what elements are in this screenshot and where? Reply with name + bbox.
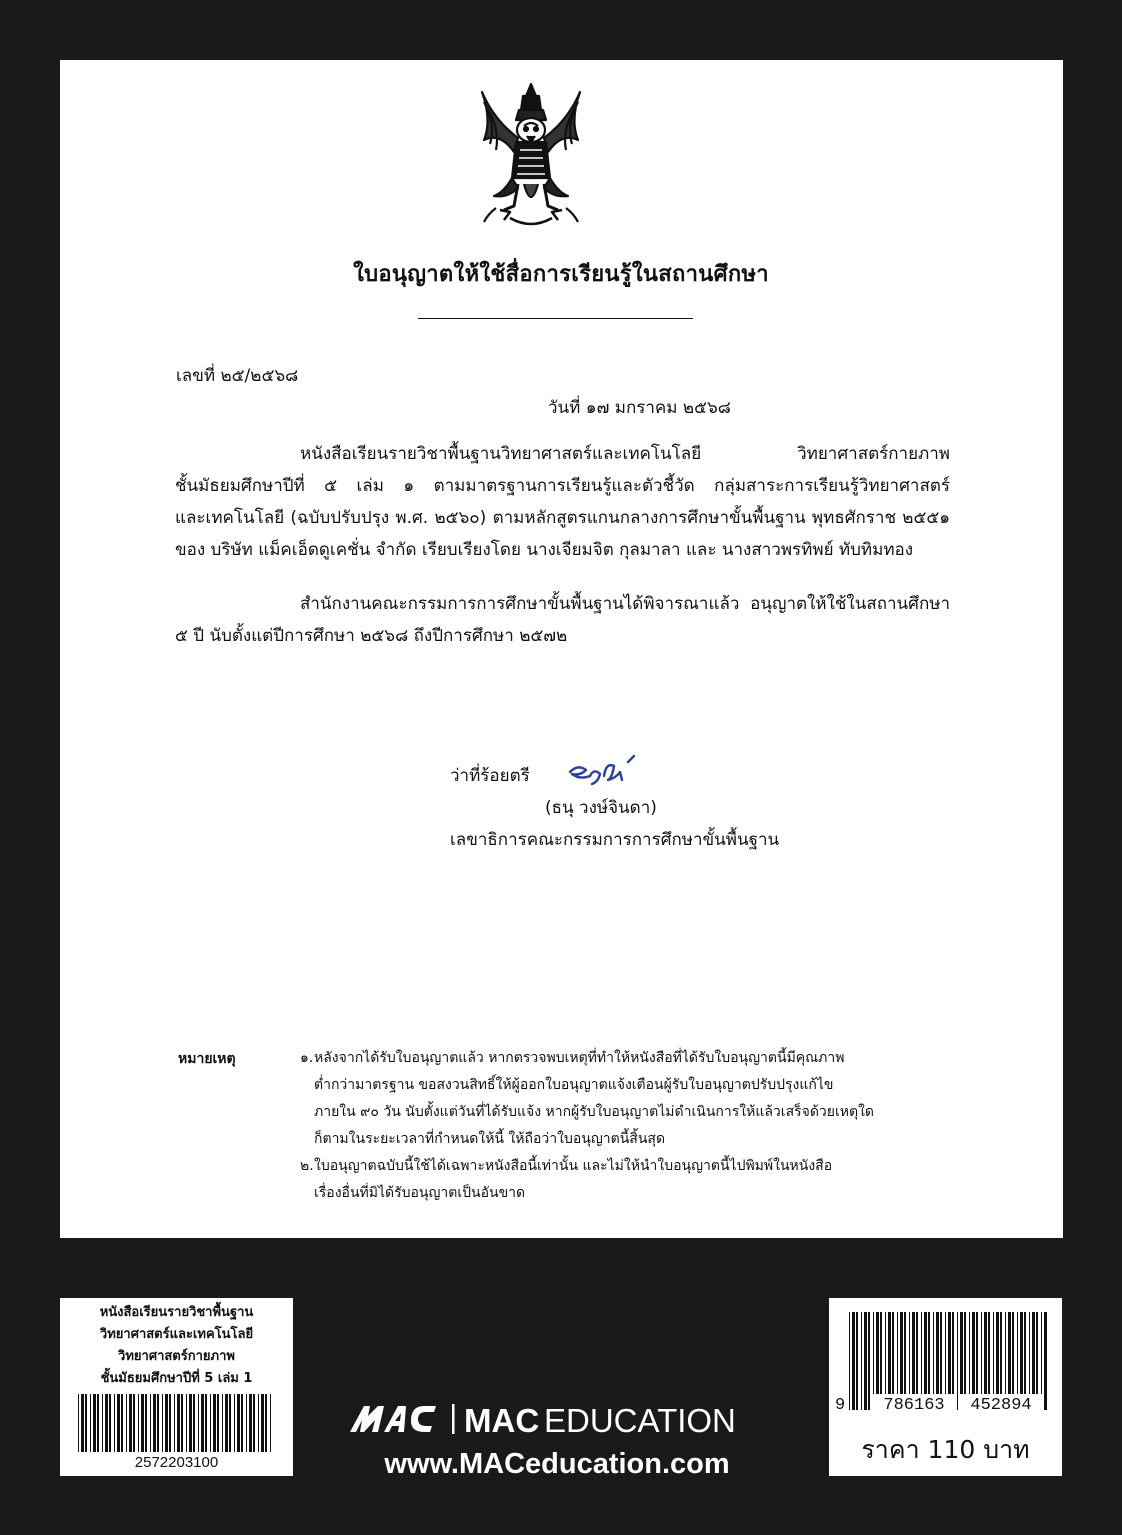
note-line: ใบอนุญาตฉบับนี้ใช้ได้เฉพาะหนังสือนี้เท่านั้น และไม่ให้นำใบอนุญาตนี้ไปพิมพ์ในหนังสือ (314, 1158, 833, 1174)
barcode-bar (85, 1394, 87, 1452)
barcode-bar (849, 1312, 850, 1410)
note-item (300, 1045, 900, 1153)
signatory-name: (ธนุ วงษ์จินดา) (545, 798, 657, 818)
barcode-bar (193, 1394, 195, 1452)
barcode-bar (868, 1312, 870, 1410)
isbn-right-digits: 452894 (959, 1394, 1043, 1418)
barcode-bar (253, 1394, 255, 1452)
barcode-bar (246, 1394, 247, 1452)
barcode-bar (210, 1394, 211, 1452)
isbn-left-digits: 786163 (873, 1394, 955, 1418)
barcode-bar (237, 1394, 240, 1452)
barcode-bar (162, 1394, 163, 1452)
barcode-bar (217, 1394, 219, 1452)
book-label-line: วิทยาศาสตร์กายภาพ (118, 1349, 235, 1364)
barcode-bar (145, 1394, 147, 1452)
barcode-bar (165, 1394, 168, 1452)
note-number: ๑. (300, 1050, 314, 1066)
barcode-bar (258, 1394, 259, 1452)
signatory-rank: ว่าที่ร้อยตรี (450, 766, 530, 786)
isbn-prefix: 9 (835, 1394, 849, 1418)
barcode-bar (153, 1394, 156, 1452)
paragraph-2-line: ๕ ปี นับตั้งแต่ปีการศึกษา ๒๕๖๘ ถึงปีการศึกษา ๒๕๗๒ (175, 626, 568, 646)
book-label-line: วิทยาศาสตร์และเทคโนโลยี (99, 1327, 254, 1342)
barcode-bar (198, 1394, 199, 1452)
license-paragraph-1 (175, 438, 950, 566)
barcode-bar (229, 1394, 231, 1452)
document-title: ใบอนุญาตให้ใช้สื่อการเรียนรู้ในสถานศึกษา (353, 262, 769, 287)
brand-bold-text: MAC (464, 1402, 540, 1438)
price-label: ราคา 110 บาท (861, 1435, 1030, 1464)
barcode-bar (169, 1394, 171, 1452)
barcode-bar (177, 1394, 180, 1452)
barcode-bar (205, 1394, 207, 1452)
notes-label: หมายเหตุ (178, 1051, 236, 1067)
barcode-bar (201, 1394, 204, 1452)
barcode-bar (222, 1394, 223, 1452)
signatory-position: เลขาธิการคณะกรรมการการศึกษาขั้นพื้นฐาน (450, 830, 780, 850)
note-line: ก็ตามในระยะเวลาที่กำหนดให้นี้ ให้ถือว่าใบอนุญาตนี้สิ้นสุด (314, 1131, 666, 1147)
barcode-bar (852, 1312, 855, 1410)
license-date: วันที่ ๑๗ มกราคม ๒๕๖๘ (548, 398, 731, 418)
publisher-url[interactable]: www.MACeducation.com (384, 1448, 730, 1480)
barcode-bar (109, 1394, 111, 1452)
note-number: ๒. (300, 1158, 314, 1174)
barcode-bar (270, 1394, 271, 1452)
barcode-bar (261, 1394, 264, 1452)
barcode-bar (861, 1312, 862, 1410)
maceducation-logo (348, 1398, 768, 1438)
barcode-bar (121, 1394, 123, 1452)
note-line: ต่ำกว่ามาตรฐาน ขอสงวนสิทธิ์ให้ผู้ออกใบอนุญาตแจ้งเตือนผู้รับใบอนุญาตปรับปรุงแก้ไข (314, 1077, 834, 1093)
barcode-bar (249, 1394, 252, 1452)
book-label-line: ชั้นมัธยมศึกษาปีที่ 5 เล่ม 1 (100, 1371, 253, 1386)
barcode-bar (114, 1394, 115, 1452)
barcode-bar (186, 1394, 187, 1452)
garuda-emblem-icon (474, 80, 589, 230)
barcode-bar (864, 1312, 867, 1410)
paragraph-2-line: สำนักงานคณะกรรมการการศึกษาขั้นพื้นฐานได้พิจารณาแล้ว อนุญาตให้ใช้ในสถานศึกษา (300, 594, 950, 614)
note-line: หลังจากได้รับใบอนุญาตแล้ว หากตรวจพบเหตุที่ทำให้หนังสือที่ได้รับใบอนุญาตนี้มีคุณภาพ (314, 1050, 845, 1066)
barcode-bar (117, 1394, 120, 1452)
barcode-bar (213, 1394, 216, 1452)
note-line: เรื่องอื่นที่มิได้รับอนุญาตเป็นอันขาด (314, 1185, 526, 1201)
barcode-bar (189, 1394, 192, 1452)
book-label-line: หนังสือเรียนรายวิชาพื้นฐาน (99, 1305, 254, 1320)
note-item (300, 1153, 900, 1207)
barcode-bar (129, 1394, 132, 1452)
book-barcode (78, 1394, 275, 1452)
barcode-bar (241, 1394, 243, 1452)
barcode-bar (1044, 1312, 1047, 1410)
barcode-bar (141, 1394, 144, 1452)
barcode-bar (138, 1394, 139, 1452)
barcode-bar (102, 1394, 103, 1452)
title-underline (418, 318, 693, 319)
note-line: ภายใน ๙๐ วัน นับตั้งแต่วันที่ได้รับแจ้ง หากผู้รับใบอนุญาตไม่ดำเนินการให้แล้วเสร็จด้วยเหตุใด (314, 1104, 875, 1120)
barcode-bar (78, 1394, 79, 1452)
barcode-bar (126, 1394, 127, 1452)
brand-light-text: EDUCATION (544, 1402, 736, 1438)
barcode-bar (81, 1394, 84, 1452)
barcode-bar (225, 1394, 228, 1452)
barcode-bar (174, 1394, 175, 1452)
barcode-bar (97, 1394, 99, 1452)
license-number: เลขที่ ๒๕/๒๕๖๘ (176, 366, 299, 386)
barcode-bar (157, 1394, 159, 1452)
paragraph-1-line: หนังสือเรียนรายวิชาพื้นฐานวิทยาศาสตร์และเทคโนโลยี วิทยาศาสตร์กายภาพ (300, 444, 950, 464)
paragraph-1-line: ของ บริษัท แม็คเอ็ดดูเคชั่น จำกัด เรียบเรียงโดย นางเจียมจิต กุลมาลา และ นางสาวพรทิพย์ ทับทิมทอง (175, 540, 914, 560)
barcode-bar (150, 1394, 151, 1452)
barcode-bar (105, 1394, 108, 1452)
barcode-bar (133, 1394, 135, 1452)
paragraph-1-line: และเทคโนโลยี (ฉบับปรับปรุง พ.ศ. ๒๕๖๐) ตามหลักสูตรแกนกลางการศึกษาขั้นพื้นฐาน พุทธศักราช ๒๕๕๑ (175, 508, 950, 528)
signature-image (540, 752, 660, 794)
book-label-box (60, 1298, 293, 1476)
barcode-bar (93, 1394, 96, 1452)
license-paragraph-2 (175, 588, 950, 652)
barcode-bar (181, 1394, 183, 1452)
isbn-box (829, 1298, 1062, 1476)
barcode-bar (234, 1394, 235, 1452)
paragraph-1-line: ชั้นมัธยมศึกษาปีที่ ๕ เล่ม ๑ ตามมาตรฐานการเรียนรู้และตัวชี้วัด กลุ่มสาระการเรียนรู้วิทยาศาสตร์ (175, 476, 950, 496)
barcode-bar (856, 1312, 858, 1410)
barcode-bar (957, 1312, 958, 1410)
barcode-bar (90, 1394, 91, 1452)
book-barcode-number: 2572203100 (134, 1454, 219, 1471)
barcode-bar (265, 1394, 267, 1452)
